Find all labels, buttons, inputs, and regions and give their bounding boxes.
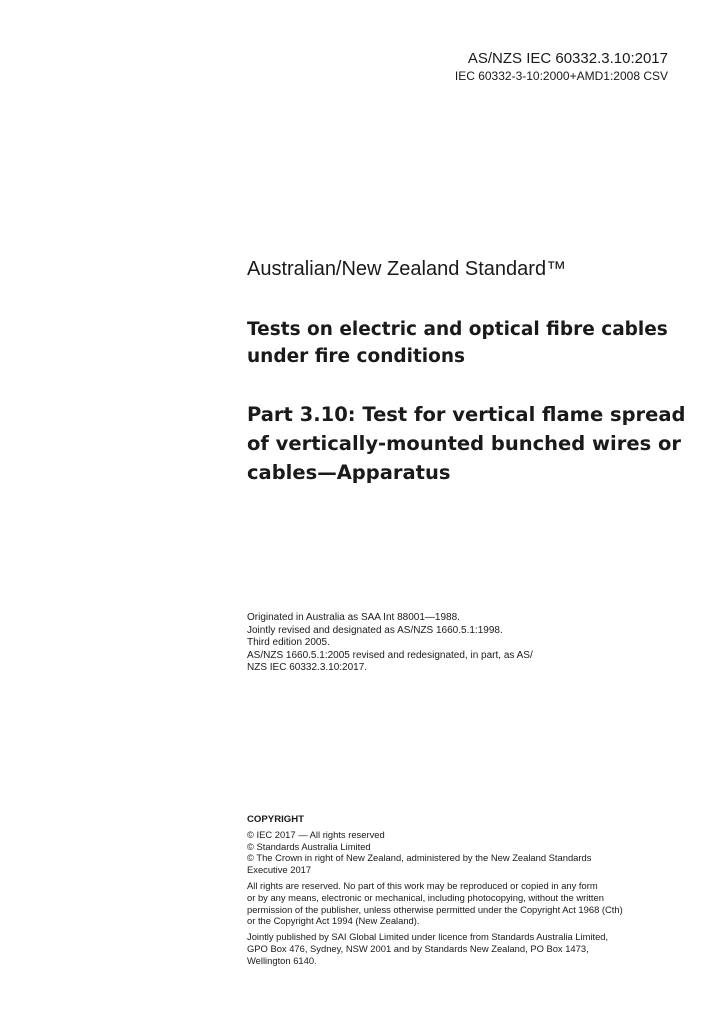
document-title [247,316,687,370]
rights-line: or by any means, electronic or mechanical, including photocopying, without the written [247,891,604,903]
publisher-line: GPO Box 476, Sydney, NSW 2001 and by Standards New Zealand, PO Box 1473, [247,942,589,954]
part-title-line: Part 3.10: Test for vertical flame spread [247,403,686,426]
part-title-line: of vertically-mounted bunched wires or [247,432,681,455]
copyright-holder-line: © IEC 2017 — All rights reserved [247,828,385,840]
iec-reference-number: IEC 60332-3-10:2000+AMD1:2008 CSV [454,69,668,83]
document-type: Australian/New Zealand Standard™ [247,258,567,280]
copyright-holder-line: Executive 2017 [247,864,312,876]
publisher-line: Jointly published by SAI Global Limited under licence from Standards Australia Limited, [247,931,609,943]
part-title [247,400,687,487]
publication-history [247,612,607,675]
publisher-statement [247,931,677,966]
history-line: AS/NZS 1660.5.1:2005 revised and redesignated, in part, as AS/ [247,649,533,661]
part-title-line: cables—Apparatus [247,461,451,484]
rights-statement [247,880,677,927]
publisher-line: Wellington 6140. [247,954,317,966]
history-line: Jointly revised and designated as AS/NZS 1660.5.1:1998. [247,624,503,636]
history-line: Third edition 2005. [247,637,330,648]
rights-line: permission of the publisher, unless otherwise permitted under the Copyright Act 1968 (Cth) [247,903,623,915]
history-line: Originated in Australia as SAA Int 88001—1988. [247,612,460,623]
rights-line: or the Copyright Act 1994 (New Zealand). [247,915,420,927]
copyright-holder-line: © The Crown in right of New Zealand, administered by the New Zealand Standards [247,852,592,864]
copyright-block [247,814,677,967]
rights-line: All rights are reserved. No part of this work may be reproduced or copied in any form [247,879,598,891]
copyright-heading: COPYRIGHT [247,814,305,825]
title-line: under fire conditions [247,346,466,367]
standard-number: AS/NZS IEC 60332.3.10:2017 [467,50,668,67]
title-line: Tests on electric and optical fibre cables [247,319,668,340]
history-line: NZS IEC 60332.3.10:2017. [247,662,368,673]
copyright-holders [247,829,677,876]
copyright-holder-line: © Standards Australia Limited [247,840,371,852]
